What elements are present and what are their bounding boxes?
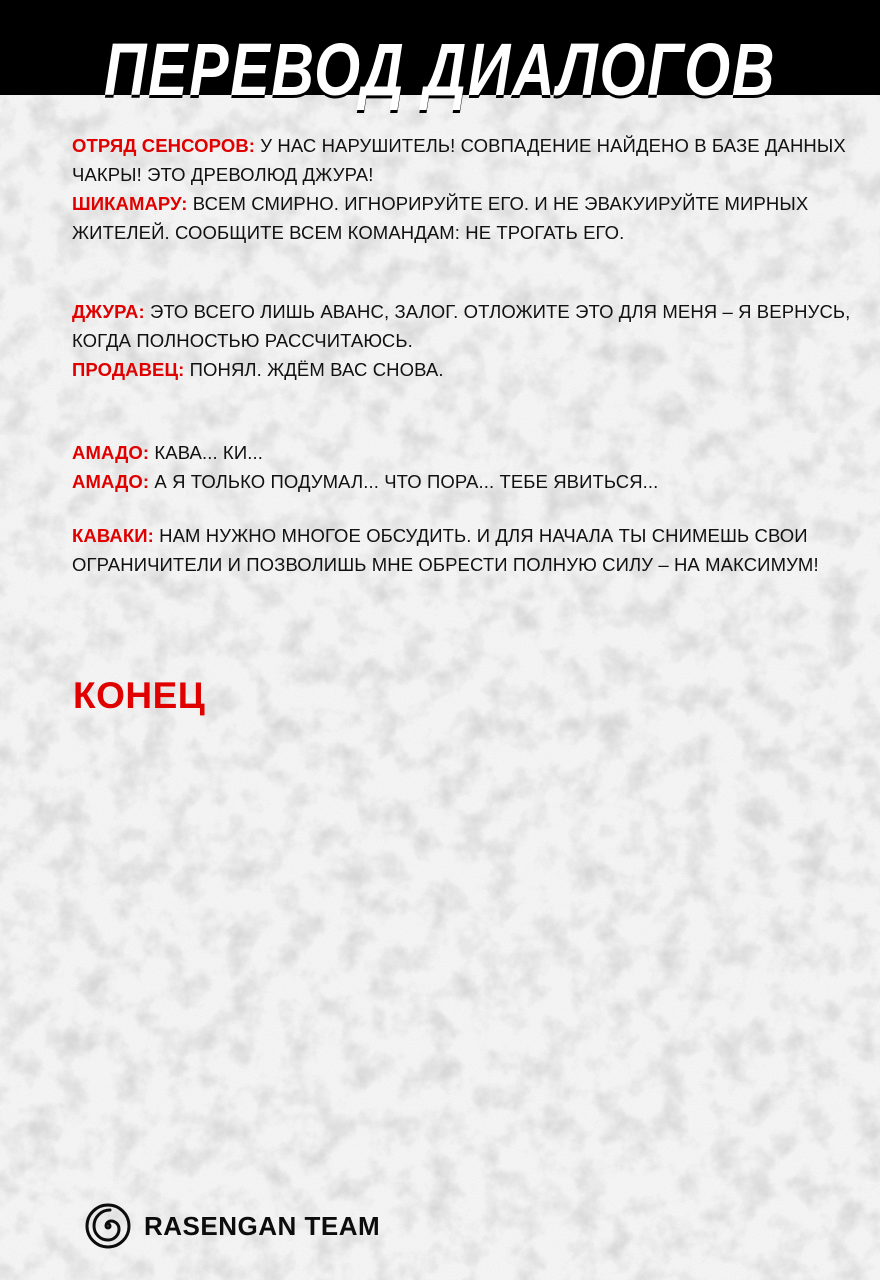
spacer [72,384,802,438]
dialogue-line [72,521,808,550]
dialogue-line [72,467,802,496]
dialogue-line [72,326,802,355]
brand-name: RASENGAN TEAM [144,1210,381,1241]
line-text: У НАС НАРУШИТЕЛЬ! СОВПАДЕНИЕ НАЙДЕНО В БАЗЕ ДАННЫХ [255,135,846,156]
line-text: ЖИТЕЛЕЙ. СООБЩИТЕ ВСЕМ КОМАНДАМ: НЕ ТРОГАТЬ ЕГО. [72,222,625,243]
dialogue-line [72,218,802,247]
dialogue-block [72,521,819,579]
dialogue-line [72,189,809,218]
line-text: НАМ НУЖНО МНОГОЕ ОБСУДИТЬ. И ДЛЯ НАЧАЛА ТЫ СНИМЕШЬ СВОИ [153,525,808,546]
speaker-name: ШИКАМАРУ: [72,193,188,214]
dialogue-list [72,131,851,579]
dialogue-block [72,131,846,247]
speaker-name: ПРОДАВЕЦ: [72,359,185,380]
footer-brand [84,1200,380,1252]
dialogue-line [72,131,846,160]
dialogue-block [72,297,851,384]
page-title: ПЕРЕВОД ДИАЛОГОВ [103,28,777,111]
spiral-logo-icon [84,1202,132,1250]
speaker-name: АМАДО: [72,471,150,492]
end-label: КОНЕЦ [73,675,206,716]
dialogue-line [72,438,802,467]
dialogue-line [72,297,851,326]
dialogue-line [72,160,802,189]
line-text: ВСЕМ СМИРНО. ИГНОРИРУЙТЕ ЕГО. И НЕ ЭВАКУИРУЙТЕ МИРНЫХ [187,193,809,214]
line-text: КОГДА ПОЛНОСТЬЮ РАССЧИТАЮСЬ. [72,330,413,351]
line-text: КАВА... КИ... [149,442,263,463]
speaker-name: КАВАКИ: [72,525,154,546]
spacer [72,247,802,297]
dialogue-line [72,355,802,384]
spacer [72,496,802,521]
line-text: А Я ТОЛЬКО ПОДУМАЛ... ЧТО ПОРА... ТЕБЕ ЯВИТЬСЯ... [149,471,659,492]
line-text: ПОНЯЛ. ЖДЁМ ВАС СНОВА. [184,359,444,380]
speaker-name: АМАДО: [72,442,150,463]
line-text: ЧАКРЫ! ЭТО ДРЕВОЛЮД ДЖУРА! [72,164,374,185]
line-text: ЭТО ВСЕГО ЛИШЬ АВАНС, ЗАЛОГ. ОТЛОЖИТЕ ЭТО ДЛЯ МЕНЯ – Я ВЕРНУСЬ, [144,301,851,322]
line-text: ОГРАНИЧИТЕЛИ И ПОЗВОЛИШЬ МНЕ ОБРЕСТИ ПОЛНУЮ СИЛУ – НА МАКСИМУМ! [72,554,819,575]
dialogue-block [72,438,802,496]
dialogue-line [72,550,819,579]
speaker-name: ОТРЯД СЕНСОРОВ: [72,135,256,156]
speaker-name: ДЖУРА: [72,301,145,322]
